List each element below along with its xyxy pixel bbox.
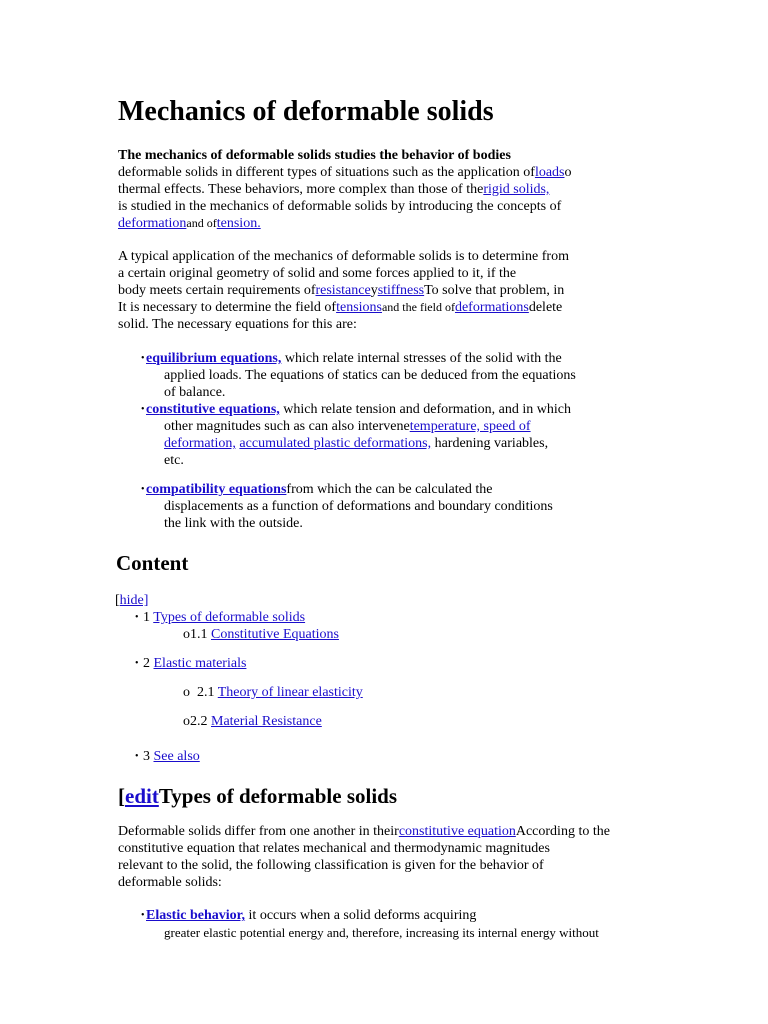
link-constitutive-equations[interactable]: constitutive equations, [146, 402, 280, 417]
list-item: • constitutive equations, which relate tension and deformation, and in which other magnitudes such as can also intervenetemperature, speed of deformation, accumulated plastic deformations, hardening variables, etc. [141, 402, 571, 468]
section-heading: [editTypes of deformable solids [118, 784, 398, 808]
sub-bullet-icon: o [183, 685, 190, 700]
bullet-icon: • [141, 404, 145, 415]
intro-line-5: deformationand oftension. [118, 216, 261, 231]
link-equilibrium-equations[interactable]: equilibrium equations, [146, 351, 282, 366]
intro-line-4: is studied in the mechanics of deformable solids by introducing the concepts of [118, 199, 562, 214]
link-tension[interactable]: tension. [216, 216, 261, 231]
para2-line-2: a certain original geometry of solid and some forces applied to it, if the [118, 266, 517, 281]
sub-bullet-icon: o [183, 714, 190, 729]
toc-item: o 2.1 Theory of linear elasticity [183, 685, 363, 700]
hide-link[interactable]: hide] [119, 593, 149, 608]
link-loads[interactable]: loads [534, 165, 565, 180]
toc-link-elastic[interactable]: Elastic materials [153, 656, 247, 671]
bullet-icon: • [141, 484, 145, 495]
link-deformation[interactable]: deformation [118, 216, 187, 231]
application-paragraph [118, 248, 678, 333]
intro-line-3: thermal effects. These behaviors, more complex than those of therigid solids, [118, 182, 550, 197]
classification-paragraph: Deformable solids differ from one another in theirconstitutive equationAccording to the constitutive equation that relates mechanical and thermodynamic magnitudes relevant to the solid, the following classification is given for the behavior of deformable solids: [118, 824, 610, 890]
toc-link-material-resistance[interactable]: Material Resistance [211, 714, 322, 729]
para2-line-3: body meets certain requirements ofresistanceystiffnessTo solve that problem, in [118, 283, 565, 298]
bullet-icon: • [141, 910, 145, 921]
link-compatibility-equations[interactable]: compatibility equations [146, 482, 287, 497]
intro-line-2: deformable solids in different types of situations such as the application ofloadso [118, 165, 572, 180]
bullet-icon: • [135, 751, 139, 762]
toc-item: o2.2 Material Resistance [183, 714, 322, 729]
link-constitutive-equation[interactable]: constitutive equation [398, 824, 516, 839]
bullet-icon: • [141, 353, 145, 364]
link-stiffness[interactable]: stiffness [377, 283, 425, 298]
toc-link-types[interactable]: Types of deformable solids [153, 610, 306, 625]
para2-line-4: It is necessary to determine the field oftensionsand the field ofdeformationsdelete [118, 300, 563, 315]
toc-item: • 1 Types of deformable solids [135, 610, 306, 625]
behavior-list [118, 907, 678, 941]
link-elastic-behavior[interactable]: Elastic behavior, [146, 908, 246, 923]
intro-paragraph [118, 147, 678, 232]
list-item: • equilibrium equations, which relate internal stresses of the solid with the applied loads. The equations of statics can be deduced from the equations of balance. [141, 351, 576, 400]
intro-bold-line: The mechanics of deformable solids studies the behavior of bodies [118, 148, 511, 163]
link-deformations[interactable]: deformations [454, 300, 529, 315]
link-temperature[interactable]: temperature, speed of [409, 419, 531, 434]
table-of-contents [115, 592, 678, 765]
toc-link-see-also[interactable]: See also [153, 749, 200, 764]
list-item: • compatibility equationsfrom which the can be calculated the displacements as a function of deformations and boundary conditions the link with the outside. [141, 482, 553, 531]
bullet-icon: • [135, 612, 139, 623]
content-heading: Content [116, 551, 189, 575]
toc-item: • 3 See also [135, 749, 200, 764]
link-deformation-2[interactable]: deformation, [164, 436, 236, 451]
toc-hide-toggle: [hide] [115, 593, 149, 608]
page-title: Mechanics of deformable solids [118, 96, 494, 127]
link-accumulated-plastic[interactable]: accumulated plastic deformations, [239, 436, 432, 451]
toc-link-linear-elasticity[interactable]: Theory of linear elasticity [217, 685, 363, 700]
edit-link[interactable]: edit [125, 784, 159, 808]
bullet-icon: • [135, 658, 139, 669]
list-item: • Elastic behavior, it occurs when a solid deforms acquiring greater elastic potential energy and, therefore, increasing its internal energy without [141, 908, 599, 940]
equations-list [118, 350, 678, 532]
para2-line-5: solid. The necessary equations for this are: [118, 317, 357, 332]
link-tensions[interactable]: tensions [336, 300, 382, 315]
sub-bullet-icon: o [183, 627, 190, 642]
toc-item: • 2 Elastic materials [135, 656, 247, 671]
link-rigid-solids[interactable]: rigid solids, [483, 182, 550, 197]
document-page [115, 96, 678, 941]
toc-item: o1.1 Constitutive Equations [183, 627, 339, 642]
toc-link-constitutive[interactable]: Constitutive Equations [211, 627, 339, 642]
para2-line-1: A typical application of the mechanics of deformable solids is to determine from [118, 249, 569, 264]
link-resistance[interactable]: resistance [315, 283, 371, 298]
